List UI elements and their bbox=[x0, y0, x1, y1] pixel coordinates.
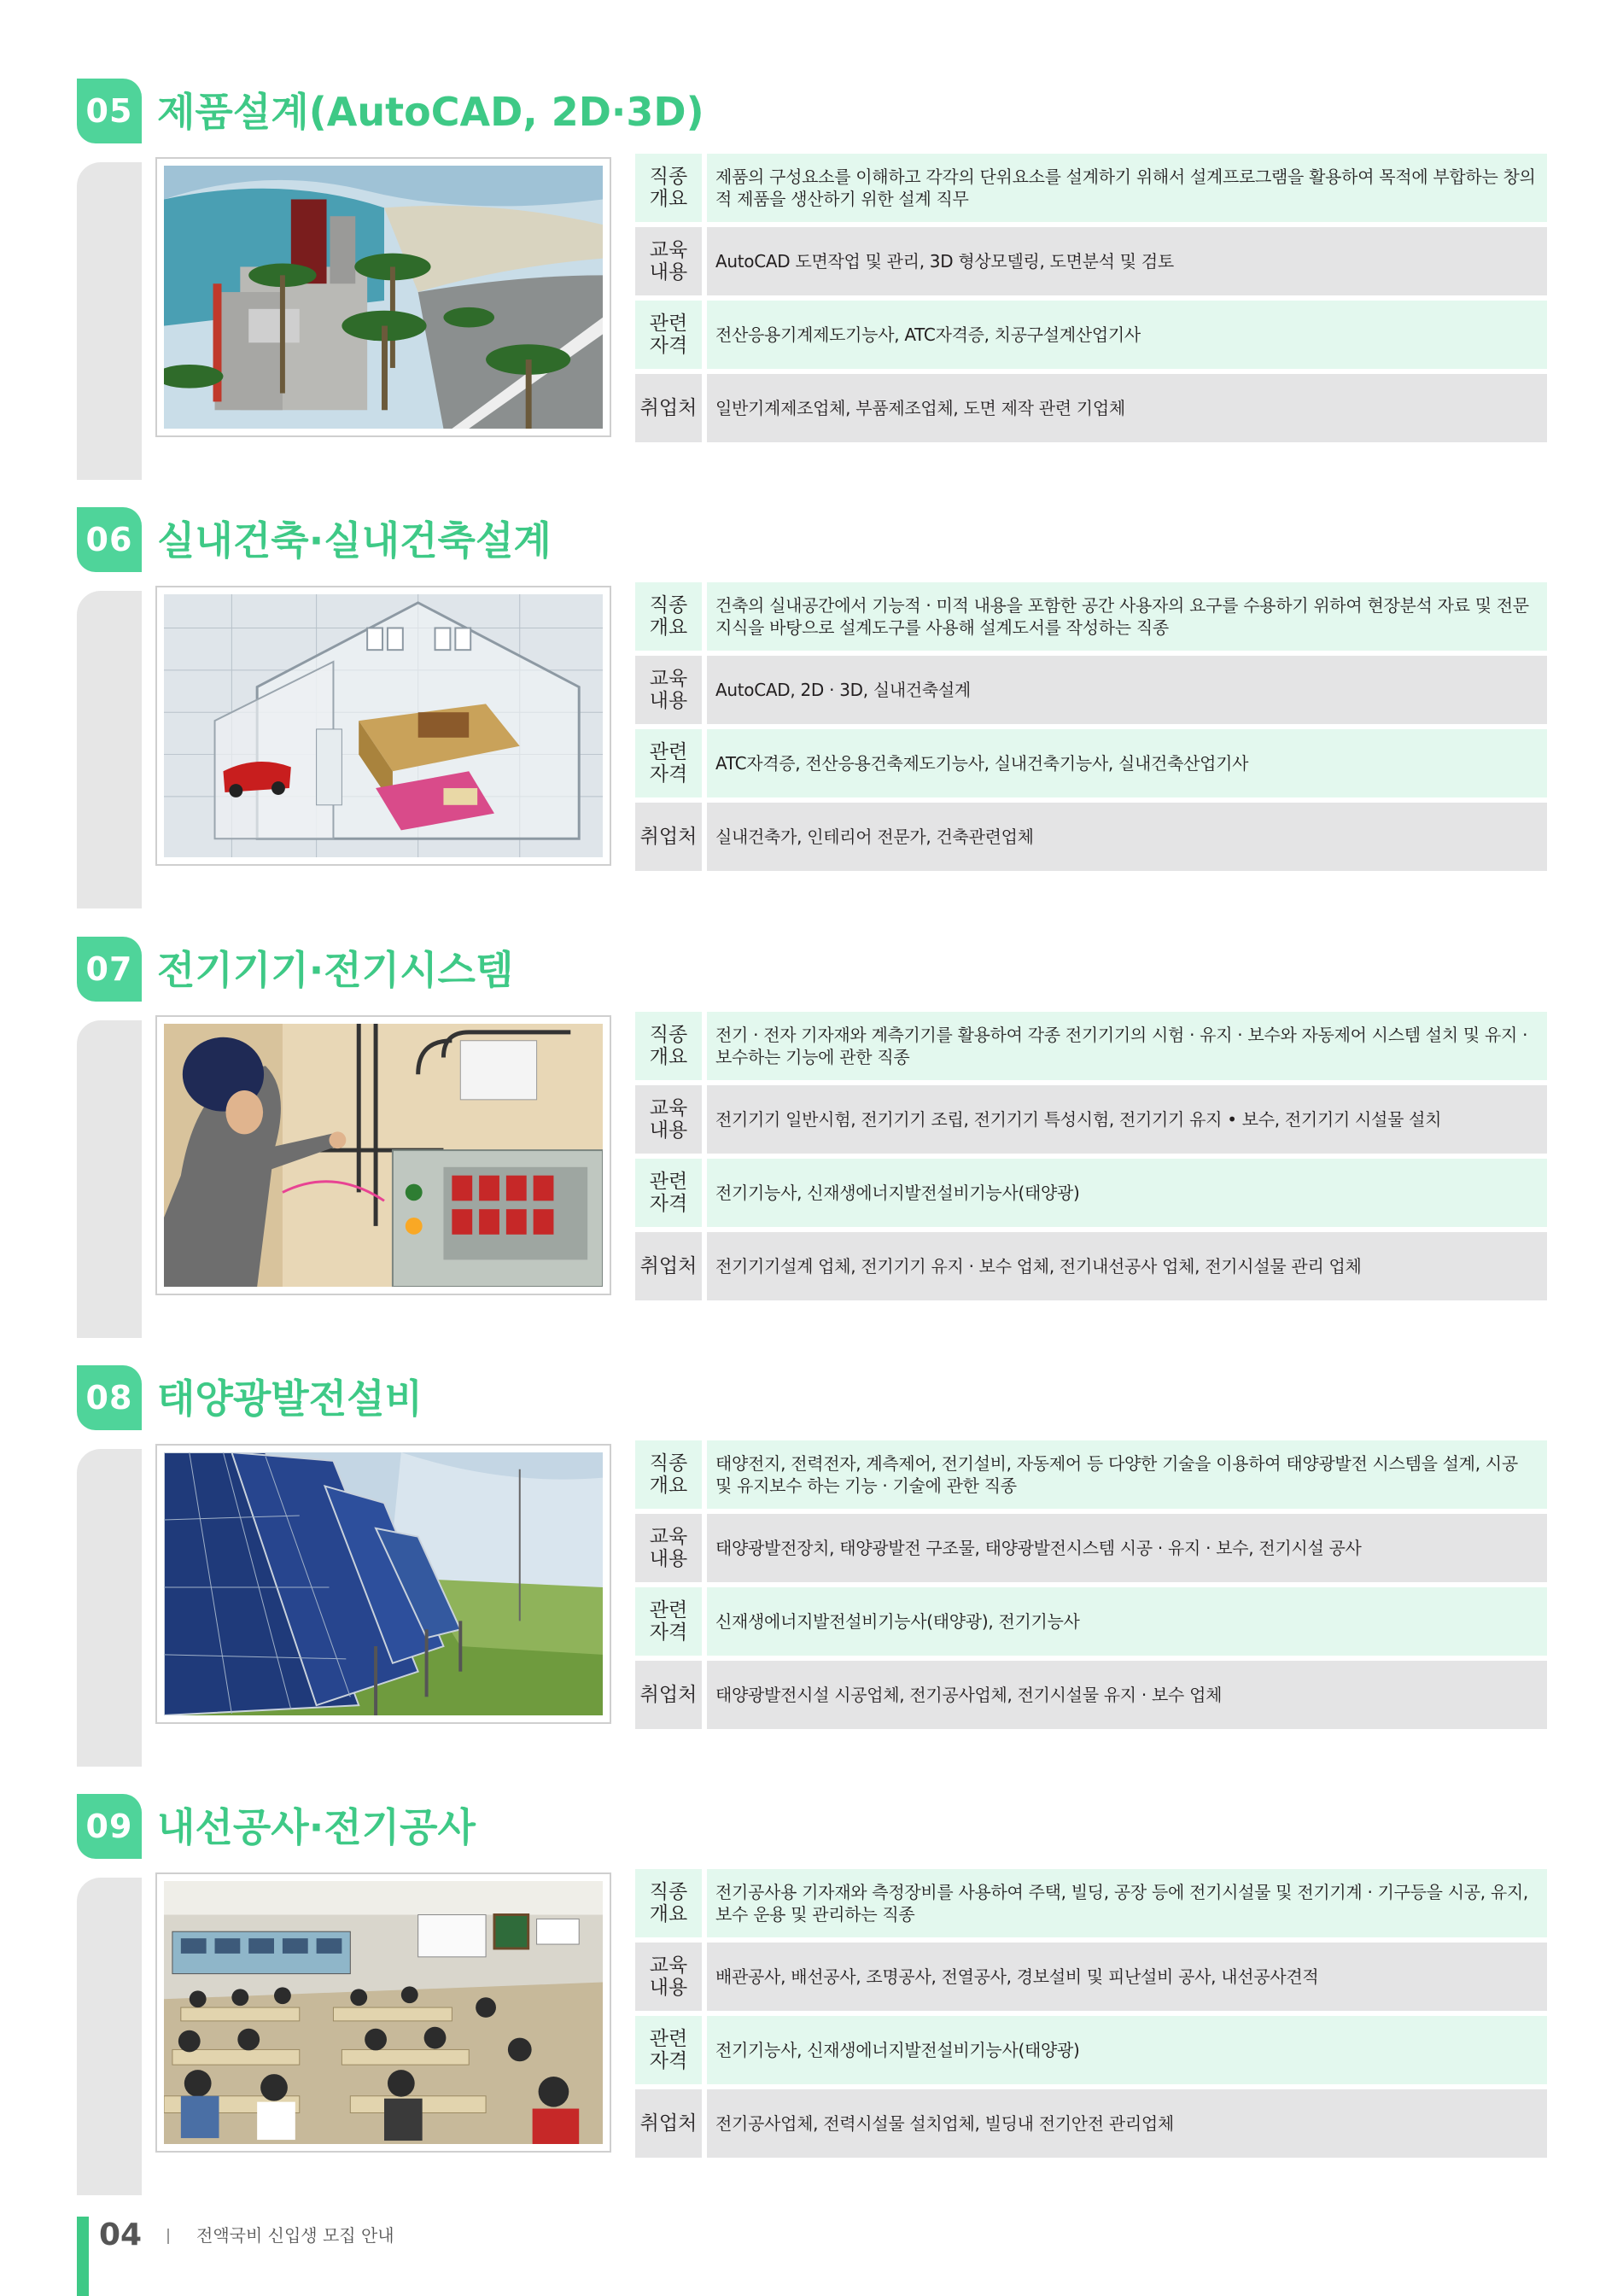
row-value: AutoCAD, 2D · 3D, 실내건축설계 bbox=[707, 656, 1547, 724]
row-label bbox=[635, 729, 702, 797]
photo-classroom bbox=[155, 1872, 611, 2153]
row-value: 전기공사용 기자재와 측정장비를 사용하여 주택, 빌딩, 공장 등에 전기시설물 및 전기기계 · 기구등을 시공, 유지, 보수 운용 및 관리하는 직종 bbox=[707, 1869, 1547, 1937]
row-value: 신재생에너지발전설비기능사(태양광), 전기기능사 bbox=[707, 1587, 1547, 1656]
row-label-text: 관련 자격 bbox=[649, 1599, 688, 1644]
row-value: 전기기능사, 신재생에너지발전설비기능사(태양광) bbox=[707, 1159, 1547, 1227]
row-label bbox=[635, 1587, 702, 1656]
row-label-text: 직종 개요 bbox=[649, 1024, 688, 1068]
row-education bbox=[635, 1085, 1547, 1154]
row-label-text: 직종 개요 bbox=[649, 1452, 688, 1497]
section-number-badge: 07 bbox=[77, 937, 142, 1002]
side-tab bbox=[77, 1878, 142, 2195]
row-label-text: 직종 개요 bbox=[649, 166, 688, 210]
row-label bbox=[635, 227, 702, 295]
row-value: 전기공사업체, 전력시설물 설치업체, 빌딩내 전기안전 관리업체 bbox=[707, 2089, 1547, 2158]
row-employment bbox=[635, 803, 1547, 871]
row-value: AutoCAD 도면작업 및 관리, 3D 형상모델링, 도면분석 및 검토 bbox=[707, 227, 1547, 295]
row-value: 태양전지, 전력전자, 계측제어, 전기설비, 자동제어 등 다양한 기술을 이용하여 태양광발전 시스템을 설계, 시공 및 유지보수 하는 기능 · 기술에 관한 직종 bbox=[707, 1440, 1547, 1509]
row-value: 제품의 구성요소를 이해하고 각각의 단위요소를 설계하기 위해서 설계프로그램을 활용하여 목적에 부합하는 창의적 제품을 생산하기 위한 설계 직무 bbox=[707, 154, 1547, 222]
row-job-overview bbox=[635, 1440, 1547, 1509]
footer-accent-bar bbox=[77, 2217, 89, 2296]
photo-cad-building bbox=[155, 157, 611, 437]
row-label bbox=[635, 1159, 702, 1227]
section-06 bbox=[0, 507, 1623, 908]
row-education bbox=[635, 227, 1547, 295]
row-certification bbox=[635, 1587, 1547, 1656]
photo-electrical-panel bbox=[155, 1015, 611, 1295]
row-value: 태양광발전장치, 태양광발전 구조물, 태양광발전시스템 시공 · 유지 · 보수, 전기시설 공사 bbox=[707, 1514, 1547, 1582]
row-label bbox=[635, 1943, 702, 2011]
row-education bbox=[635, 1514, 1547, 1582]
row-label bbox=[635, 374, 702, 442]
row-education bbox=[635, 656, 1547, 724]
row-label-text: 직종 개요 bbox=[649, 594, 688, 639]
row-value: ATC자격증, 전산응용건축제도기능사, 실내건축기능사, 실내건축산업기사 bbox=[707, 729, 1547, 797]
row-label-text: 교육 내용 bbox=[649, 1526, 688, 1570]
row-employment bbox=[635, 374, 1547, 442]
row-label bbox=[635, 1232, 702, 1300]
row-job-overview bbox=[635, 154, 1547, 222]
row-label-text: 관련 자격 bbox=[649, 2028, 688, 2072]
row-label bbox=[635, 1440, 702, 1509]
row-value: 실내건축가, 인테리어 전문가, 건축관련업체 bbox=[707, 803, 1547, 871]
row-value: 일반기계제조업체, 부품제조업체, 도면 제작 관련 기업체 bbox=[707, 374, 1547, 442]
row-label-text: 취업처 bbox=[639, 397, 698, 419]
row-label-text: 교육 내용 bbox=[649, 668, 688, 712]
row-label bbox=[635, 803, 702, 871]
row-label bbox=[635, 301, 702, 369]
section-title: 태양광발전설비 bbox=[157, 1376, 423, 1422]
row-employment bbox=[635, 2089, 1547, 2158]
row-job-overview bbox=[635, 1869, 1547, 1937]
row-label bbox=[635, 1869, 702, 1937]
page-number: 04 bbox=[99, 2217, 143, 2252]
section-07 bbox=[0, 937, 1623, 1338]
row-label-text: 관련 자격 bbox=[649, 741, 688, 786]
section-09 bbox=[0, 1794, 1623, 2195]
row-label bbox=[635, 2016, 702, 2084]
section-title: 내선공사·전기공사 bbox=[157, 1804, 476, 1850]
section-number-badge: 05 bbox=[77, 79, 142, 143]
row-value: 태양광발전시설 시공업체, 전기공사업체, 전기시설물 유지 · 보수 업체 bbox=[707, 1661, 1547, 1729]
row-label-text: 관련 자격 bbox=[649, 313, 688, 357]
row-certification bbox=[635, 1159, 1547, 1227]
section-title: 실내건축·실내건축설계 bbox=[157, 517, 552, 564]
row-label bbox=[635, 1085, 702, 1154]
footer-divider bbox=[167, 2229, 169, 2244]
row-label-text: 취업처 bbox=[639, 2112, 698, 2135]
row-label-text: 교육 내용 bbox=[649, 1097, 688, 1142]
photo-interior-house bbox=[155, 586, 611, 866]
section-05 bbox=[0, 79, 1623, 480]
side-tab bbox=[77, 591, 142, 908]
section-title: 제품설계(AutoCAD, 2D·3D) bbox=[157, 89, 704, 135]
row-job-overview bbox=[635, 582, 1547, 651]
row-label-text: 취업처 bbox=[639, 1684, 698, 1706]
section-number-badge: 08 bbox=[77, 1365, 142, 1430]
section-number-badge: 09 bbox=[77, 1794, 142, 1859]
side-tab bbox=[77, 1020, 142, 1338]
row-value: 전기기기 일반시험, 전기기기 조립, 전기기기 특성시험, 전기기기 유지 • 보수, 전기기기 시설물 설치 bbox=[707, 1085, 1547, 1154]
photo-solar-panels bbox=[155, 1444, 611, 1724]
row-label bbox=[635, 1661, 702, 1729]
row-value: 전기기기설계 업체, 전기기기 유지 · 보수 업체, 전기내선공사 업체, 전기시설물 관리 업체 bbox=[707, 1232, 1547, 1300]
row-label-text: 교육 내용 bbox=[649, 1954, 688, 1999]
row-education bbox=[635, 1943, 1547, 2011]
row-value: 전산응용기계제도기능사, ATC자격증, 치공구설계산업기사 bbox=[707, 301, 1547, 369]
row-value: 배관공사, 배선공사, 조명공사, 전열공사, 경보설비 및 피난설비 공사, 내선공사견적 bbox=[707, 1943, 1547, 2011]
row-label bbox=[635, 2089, 702, 2158]
row-label-text: 교육 내용 bbox=[649, 239, 688, 283]
section-08 bbox=[0, 1365, 1623, 1767]
side-tab bbox=[77, 162, 142, 480]
row-label bbox=[635, 582, 702, 651]
row-label-text: 취업처 bbox=[639, 1255, 698, 1277]
row-value: 건축의 실내공간에서 기능적 · 미적 내용을 포함한 공간 사용자의 요구를 수용하기 위하여 현장분석 자료 및 전문지식을 바탕으로 설계도구를 사용해 설계도서를 작성하는 직종 bbox=[707, 582, 1547, 651]
row-value: 전기기능사, 신재생에너지발전설비기능사(태양광) bbox=[707, 2016, 1547, 2084]
row-label bbox=[635, 656, 702, 724]
row-label-text: 취업처 bbox=[639, 826, 698, 848]
row-job-overview bbox=[635, 1012, 1547, 1080]
row-employment bbox=[635, 1232, 1547, 1300]
row-certification bbox=[635, 2016, 1547, 2084]
row-label bbox=[635, 1012, 702, 1080]
row-certification bbox=[635, 301, 1547, 369]
row-certification bbox=[635, 729, 1547, 797]
row-employment bbox=[635, 1661, 1547, 1729]
row-label bbox=[635, 154, 702, 222]
section-title: 전기기기·전기시스템 bbox=[157, 947, 514, 993]
row-label bbox=[635, 1514, 702, 1582]
row-label-text: 관련 자격 bbox=[649, 1171, 688, 1215]
row-value: 전기 · 전자 기자재와 계측기기를 활용하여 각종 전기기기의 시험 · 유지 · 보수와 자동제어 시스템 설치 및 유지 · 보수하는 기능에 관한 직종 bbox=[707, 1012, 1547, 1080]
row-label-text: 직종 개요 bbox=[649, 1881, 688, 1925]
section-number-badge: 06 bbox=[77, 507, 142, 572]
side-tab bbox=[77, 1449, 142, 1767]
footer-text: 전액국비 신입생 모집 안내 bbox=[196, 2225, 394, 2246]
